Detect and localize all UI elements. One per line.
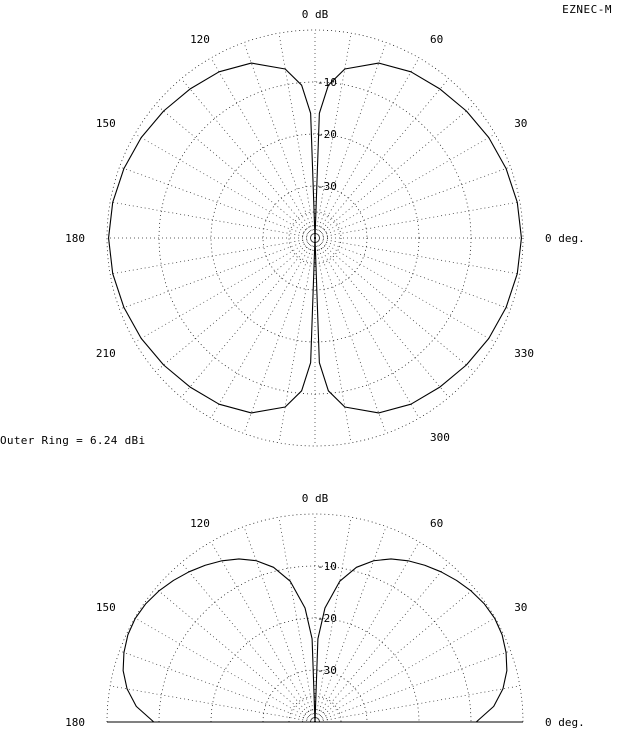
svg-text:180: 180 (65, 716, 85, 729)
elevation-polar-plot (0, 470, 620, 741)
svg-text:120: 120 (190, 32, 210, 46)
outer-ring-label: Outer Ring = 6.24 dBi (0, 434, 146, 447)
svg-text:210: 210 (95, 347, 116, 360)
svg-text:-30: -30 (317, 664, 337, 677)
svg-text:60: 60 (430, 32, 444, 46)
svg-text:0 dB: 0 dB (301, 8, 329, 21)
svg-text:-30: -30 (317, 180, 337, 193)
svg-text:-20: -20 (317, 128, 337, 141)
svg-text:180: 180 (65, 232, 85, 245)
svg-text:0 dB: 0 dB (301, 492, 329, 505)
svg-text:330: 330 (514, 347, 535, 360)
svg-text:120: 120 (190, 516, 210, 530)
elevation-plot-svg (0, 470, 620, 741)
svg-text:-10: -10 (317, 76, 337, 89)
svg-text:0 deg.: 0 deg. (545, 232, 585, 245)
elevation-grid (107, 514, 523, 722)
svg-text:-20: -20 (317, 612, 337, 625)
svg-text:150: 150 (95, 601, 116, 614)
svg-text:30: 30 (514, 117, 528, 130)
svg-text:0 deg.: 0 deg. (545, 716, 585, 729)
svg-text:30: 30 (514, 601, 528, 614)
svg-text:-10: -10 (317, 560, 337, 573)
app-title: EZNEC-M (562, 3, 612, 16)
svg-text:60: 60 (430, 516, 444, 530)
svg-text:300: 300 (430, 431, 450, 445)
svg-text:150: 150 (95, 117, 116, 130)
